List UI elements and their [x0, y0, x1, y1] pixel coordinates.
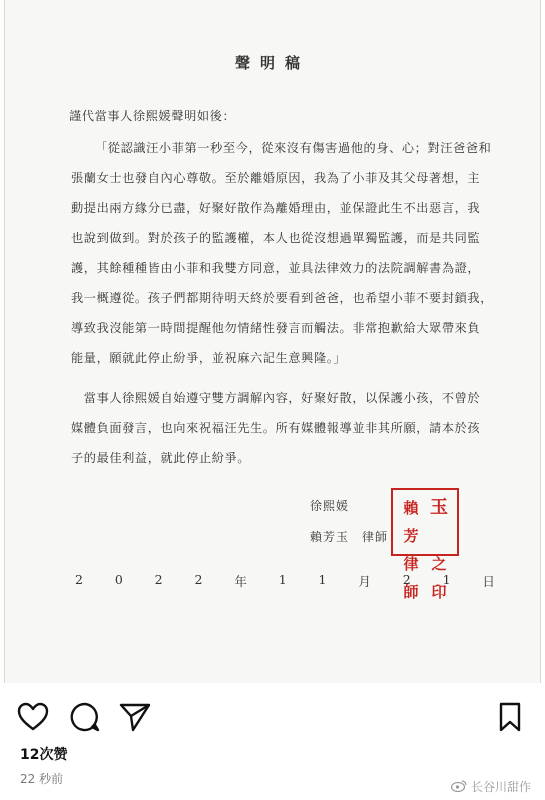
seal-char: 律師 — [403, 555, 419, 601]
date-char: 1 — [442, 572, 451, 587]
doc-line: 護，其餘種種皆由小菲和我雙方同意，並具法律效力的法院調解書為證， — [71, 261, 481, 275]
date-char: 1 — [278, 572, 287, 587]
doc-line: 媒體負面發言，也向來祝福汪先生。所有媒體報導並非其所願，請本於孩 — [71, 421, 481, 435]
doc-line: 謹代當事人徐熙媛聲明如後： — [69, 109, 236, 123]
send-icon[interactable] — [118, 700, 152, 734]
date-char: 月 — [358, 574, 371, 589]
comment-icon[interactable] — [68, 700, 102, 734]
document-date — [75, 572, 495, 590]
date-char: 年 — [234, 574, 247, 589]
post-image[interactable] — [4, 0, 541, 683]
seal-char: 賴芳 — [403, 499, 419, 545]
date-char: 2 — [75, 572, 83, 587]
weibo-logo-icon — [451, 779, 467, 795]
doc-line: 「從認識汪小菲第一秒至今，從來沒有傷害過他的身、心；對汪爸爸和 — [95, 141, 492, 155]
seal-char: 之印 — [431, 555, 447, 601]
bookmark-icon[interactable] — [493, 700, 527, 734]
date-char: 2 — [194, 572, 203, 587]
doc-line: 能量，願就此停止紛爭，並祝麻六記生意興隆。」 — [71, 351, 347, 365]
heart-icon[interactable] — [16, 700, 50, 734]
document-title: 聲明稿 — [234, 54, 310, 72]
date-char: 2 — [154, 572, 163, 587]
post-actions — [0, 700, 545, 740]
watermark-text: 长谷川甜作 — [470, 780, 531, 794]
post-time: 22 秒前 — [20, 772, 64, 786]
doc-line: 當事人徐熙媛自始遵守雙方調解內容，好聚好散，以保護小孩，不曾於 — [71, 391, 481, 405]
date-char: 0 — [114, 572, 123, 587]
likes-count[interactable]: 12次赞 — [20, 747, 68, 763]
lawyer-name: 賴芳玉 律師 — [310, 530, 389, 544]
date-char: 日 — [482, 574, 495, 589]
date-char: 1 — [318, 572, 327, 587]
signer-name: 徐熙媛 — [310, 499, 350, 513]
doc-line: 張蘭女士也發自內心尊敬。至於離婚原因，我為了小菲及其父母著想，主 — [71, 171, 481, 185]
doc-line: 也說到做到。對於孩子的監護權，本人也從沒想過單獨監護，而是共同監 — [71, 231, 481, 245]
doc-line: 子的最佳利益，就此停止紛爭。 — [71, 451, 251, 465]
weibo-watermark — [451, 778, 531, 795]
seal-char: 玉 — [430, 497, 448, 518]
doc-line: 我一概遵從。孩子們都期待明天終於要看到爸爸，也希望小菲不要封鎖我， — [71, 291, 493, 305]
doc-line: 導致我沒能第一時間提醒他勿情緒性發言而觸法。非常抱歉給大眾帶來負 — [71, 321, 481, 335]
lawyer-seal — [391, 488, 459, 601]
doc-line: 動提出兩方緣分已盡，好聚好散作為離婚理由，並保證此生不出惡言，我 — [71, 201, 481, 215]
date-char: 2 — [402, 572, 411, 587]
